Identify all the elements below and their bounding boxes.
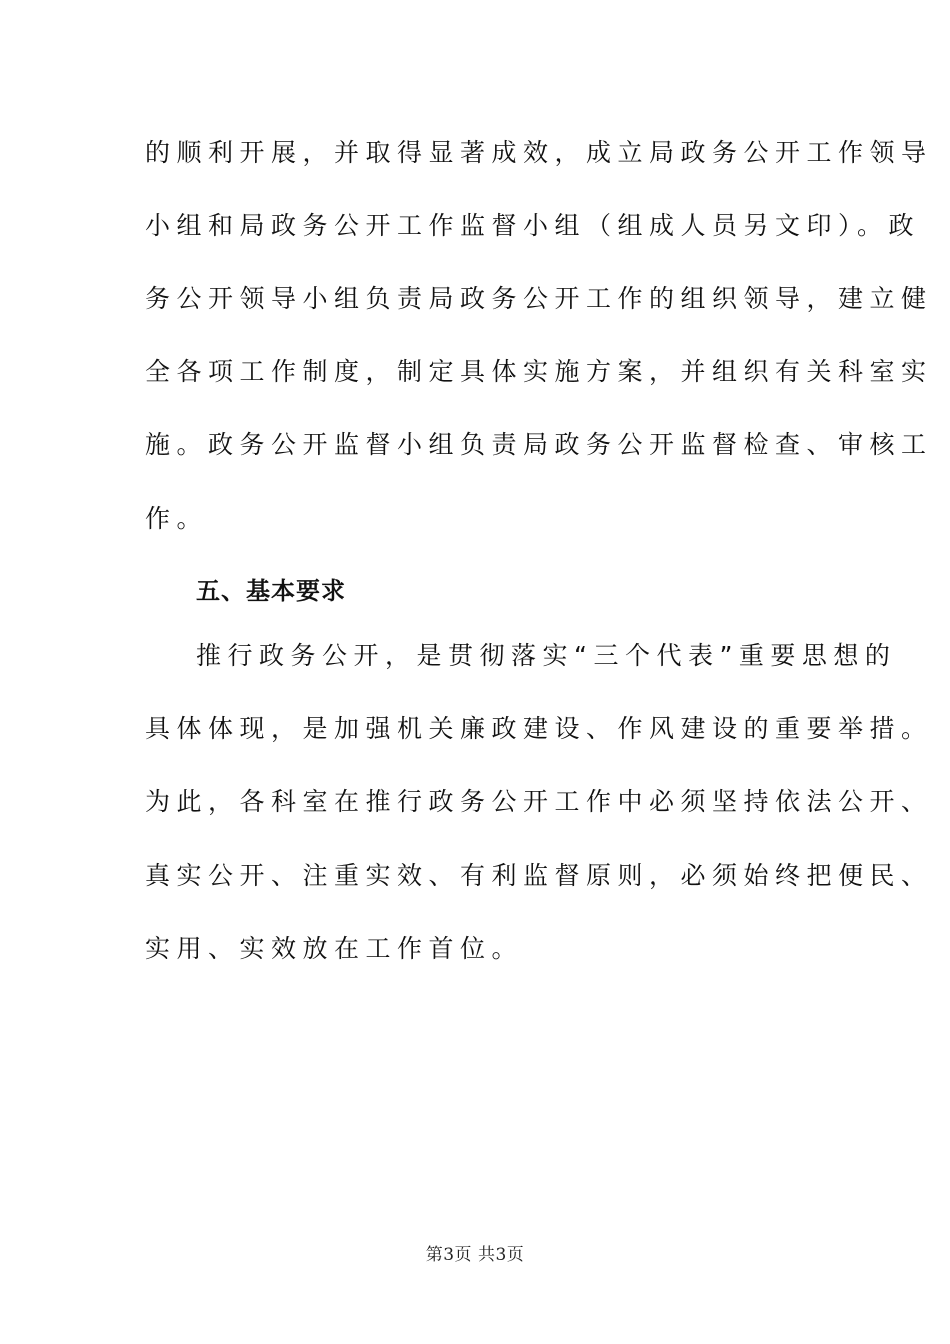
paragraph-line: 务公开领导小组负责局政务公开工作的组织领导，建立健	[145, 284, 933, 313]
section-heading: 五、基本要求	[196, 577, 346, 605]
paragraph-line: 全各项工作制度，制定具体实施方案，并组织有关科室实	[145, 357, 933, 386]
paragraph-line: 真实公开、注重实效、有利监督原则，必须始终把便民、	[145, 861, 933, 890]
paragraph-line: 具体体现，是加强机关廉政建设、作风建设的重要举措。	[145, 714, 933, 743]
paragraph-line: 施。政务公开监督小组负责局政务公开监督检查、审核工	[145, 430, 933, 459]
paragraph-line: 实用、实效放在工作首位。	[145, 934, 524, 963]
paragraph-line: 作。	[145, 504, 209, 533]
paragraph-line: 推行政务公开，是贯彻落实“三个代表”重要思想的	[196, 641, 897, 670]
page-number-footer: 第3页 共3页	[425, 1245, 525, 1265]
paragraph-line: 为此，各科室在推行政务公开工作中必须坚持依法公开、	[145, 787, 933, 816]
paragraph-line: 的顺利开展，并取得显著成效，成立局政务公开工作领导	[145, 138, 933, 167]
paragraph-line: 小组和局政务公开工作监督小组（组成人员另文印）。政	[145, 211, 921, 240]
